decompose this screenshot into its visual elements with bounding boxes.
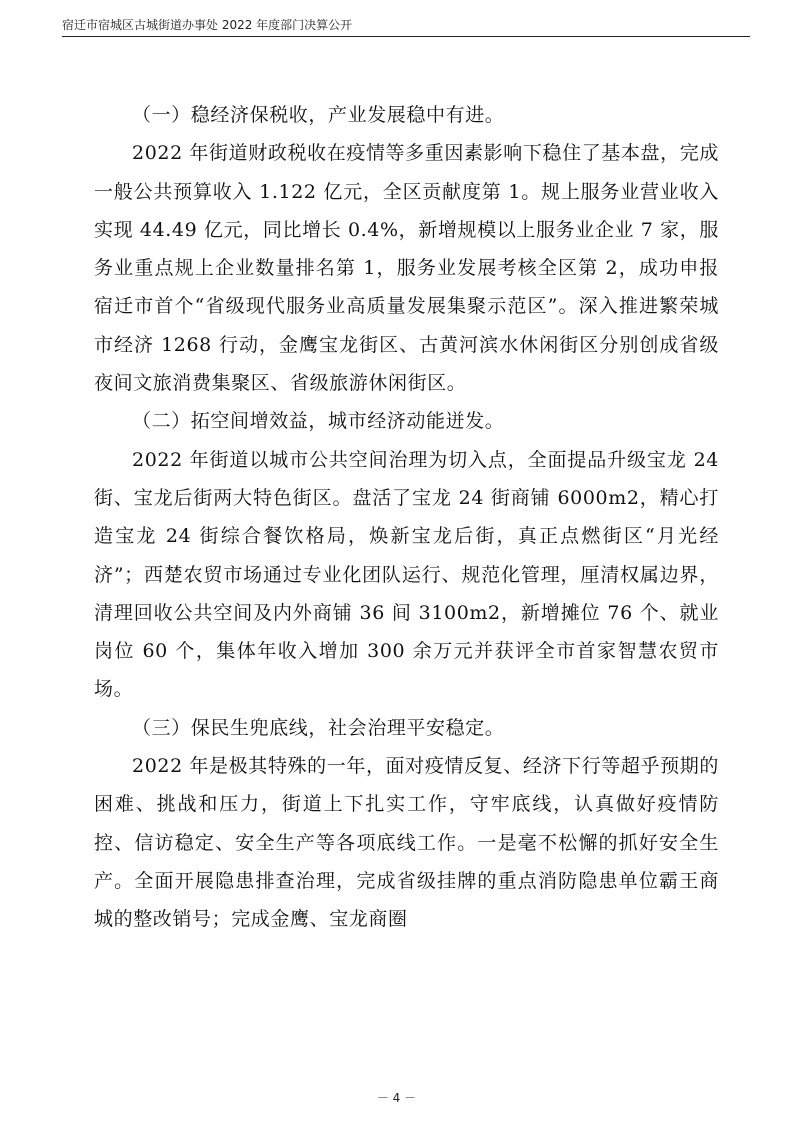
document-body [94,96,719,939]
section-paragraph-2: 2022 年街道以城市公共空间治理为切入点，全面提品升级宝龙 24 街、宝龙后街两大特色街区。盘活了宝龙 24 街商铺 6000m2，精心打造宝龙 24 街综合餐饮格局，焕新宝龙后街，真正点燃街区“月光经济”；西楚农贸市场通过专业化团队运行、规范化管理，厘清权属边界，清理回收公共空间及内外商铺 36 间 3100m2，新增摊位 76 个、就业岗位 60 个，集体年收入增加 300 余万元并获评全市首家智慧农贸市场。 [94,448,719,701]
page-number: － 4 － [376,1091,417,1105]
section-heading-1: （一）稳经济保税收，产业发展稳中有进。 [132,104,505,126]
section-heading-2: （二）拓空间增效益，城市经济动能迸发。 [132,410,505,433]
section-paragraph-3: 2022 年是极其特殊的一年，面对疫情反复、经济下行等超乎预期的困难、挑战和压力，街道上下扎实工作，守牢底线，认真做好疫情防控、信访稳定、安全生产等各项底线工作。一是毫不松懈的抓好安全生产。全面开展隐患排查治理，完成省级挂牌的重点消防隐患单位霸王商城的整改销号；完成金鹰、宝龙商圈 [94,755,719,931]
section-paragraph-1: 2022 年街道财政税收在疫情等多重因素影响下稳住了基本盘，完成一般公共预算收入 1.122 亿元，全区贡献度第 1。规上服务业营业收入实现 44.49 亿元，同比增长 0.4%，新增规模以上服务业企业 7 家，服务业重点规上企业数量排名第 1，服务业发展考核全区第 2，成功申报宿迁市首个“省级现代服务业高质量发展集聚示范区”。深入推进繁荣城市经济 1268 行动，金鹰宝龙街区、古黄河滨水休闲街区分别创成省级夜间文旅消费集聚区、省级旅游休闲街区。 [94,142,719,395]
page-header [62,14,750,37]
header-title: 宿迁市宿城区古城街道办事处 2022 年度部门决算公开 [62,18,353,32]
section-heading-3: （三）保民生兜底线，社会治理平安稳定。 [132,716,505,739]
